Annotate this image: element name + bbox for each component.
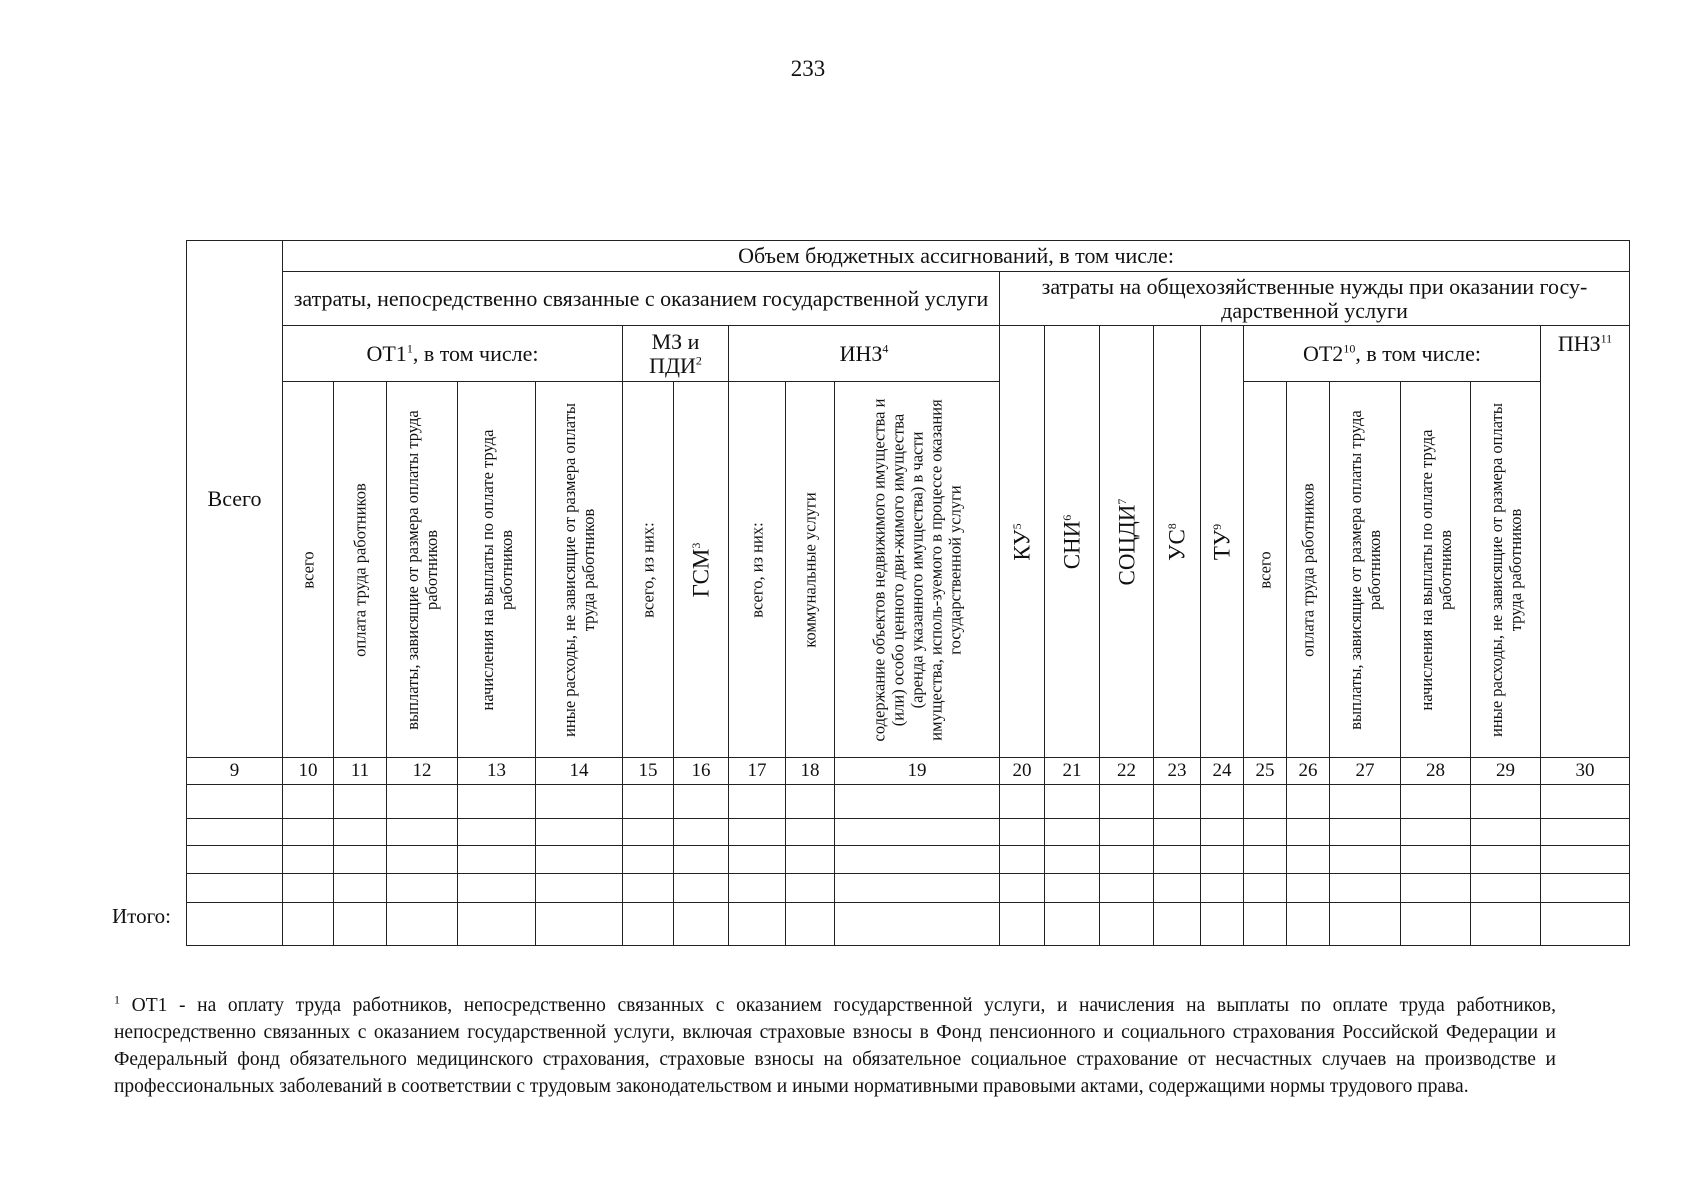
- table-cell: [785, 873, 835, 903]
- table-cell: [622, 818, 674, 846]
- colnum-29: 29: [1470, 757, 1541, 785]
- total-row-cell: [186, 902, 283, 946]
- table-cell: [999, 873, 1045, 903]
- table-cell: [1400, 784, 1471, 819]
- table-cell: [186, 873, 283, 903]
- table-cell: [535, 784, 623, 819]
- table-cell: [728, 873, 786, 903]
- table-cell: [834, 873, 1000, 903]
- table-cell: [333, 784, 387, 819]
- table-cell: [1400, 818, 1471, 846]
- colnum-19: 19: [834, 757, 1000, 785]
- budget-table: [186, 240, 1630, 946]
- header-ku: $КУ^5$: [999, 325, 1045, 758]
- colnum-26: 26: [1286, 757, 1330, 785]
- table-cell: [1200, 818, 1244, 846]
- colnum-10: 10: [282, 757, 334, 785]
- table-cell: [1243, 818, 1287, 846]
- colnum-17: 17: [728, 757, 786, 785]
- table-cell: [386, 873, 458, 903]
- table-cell: [622, 845, 674, 874]
- header-socdi: СОЦДИ$^7$: [1099, 325, 1154, 758]
- table-cell: [333, 873, 387, 903]
- table-cell: [1286, 873, 1330, 903]
- subheader-utilities: коммунальные услуги: [785, 381, 835, 758]
- table-cell: [728, 818, 786, 846]
- subheader-gsm: ГСМ$^3$: [673, 381, 729, 758]
- page-number: 233: [790, 56, 826, 81]
- table-cell: [1329, 818, 1401, 846]
- table-cell: [282, 784, 334, 819]
- table-cell: [535, 818, 623, 846]
- table-cell: [535, 845, 623, 874]
- header-mz-pdi: МЗ и ПДИ$^2$: [622, 325, 729, 382]
- total-row-cell: [1400, 902, 1471, 946]
- header-ot1: $ОТ1^1$, в том числе:: [282, 325, 623, 382]
- total-row-cell: [1243, 902, 1287, 946]
- table-cell: [1099, 818, 1154, 846]
- table-cell: [673, 784, 729, 819]
- colnum-23: 23: [1153, 757, 1201, 785]
- table-cell: [1470, 845, 1541, 874]
- table-cell: [333, 818, 387, 846]
- table-cell: [673, 845, 729, 874]
- table-cell: [1243, 845, 1287, 874]
- total-row-cell: [622, 902, 674, 946]
- footnote-text: ОТ1 - на оплату труда работников, непосредственно связанных с оказанием государственной услуги, и начисления на выплаты по оплате труда работников, непосредственно связанных с оказанием государственной услуги, включая страховые взносы в Фонд пенсионного и социального страхования Российской Федерации и Федеральный фонд обязательного медицинского страхования, страховые взносы на обязательное социальное страхование от несчастных случаев на производстве и профессиональных заболеваний в соответствии с трудовым законодательством и иными нормативными правовыми актами, содержащими нормы трудового права.: [114, 995, 1556, 1097]
- total-row-cell: [1200, 902, 1244, 946]
- table-cell: [1200, 784, 1244, 819]
- colnum-12: 12: [386, 757, 458, 785]
- table-cell: [457, 845, 536, 874]
- subheader-property-maintenance: содержание объектов недвижимого имущества и (или) особо ценного дви-жимого имущества (аренда указанного имущества) в части имущества, исполь-зуемого в процессе оказания государственной услуги: [834, 381, 1000, 758]
- table-cell: [1099, 845, 1154, 874]
- table-cell: [1153, 784, 1201, 819]
- subheader-inz-total: всего, из них:: [728, 381, 786, 758]
- table-cell: [622, 784, 674, 819]
- colnum-11: 11: [333, 757, 387, 785]
- colnum-16: 16: [673, 757, 729, 785]
- colnum-24: 24: [1200, 757, 1244, 785]
- table-cell: [386, 784, 458, 819]
- header-budget-total: Объем бюджетных ассигнований, в том числе:: [282, 240, 1630, 272]
- colnum-20: 20: [999, 757, 1045, 785]
- subheader-ot2-total: всего: [1243, 381, 1287, 758]
- table-cell: [1540, 818, 1630, 846]
- colnum-13: 13: [457, 757, 536, 785]
- header-us: $УС^8$: [1153, 325, 1201, 758]
- table-cell: [1540, 873, 1630, 903]
- header-sni: СНИ$^6$: [1044, 325, 1100, 758]
- table-cell: [622, 873, 674, 903]
- colnum-27: 27: [1329, 757, 1401, 785]
- header-inz: ИНЗ$^4$: [728, 325, 1000, 382]
- table-cell: [457, 818, 536, 846]
- total-row-cell: [1329, 902, 1401, 946]
- total-row-cell: [386, 902, 458, 946]
- table-cell: [1200, 845, 1244, 874]
- total-row-cell: [457, 902, 536, 946]
- total-row-cell: [535, 902, 623, 946]
- table-cell: [1044, 873, 1100, 903]
- header-general-costs: затраты на общехозяйственные нужды при оказании госу-дарственной услуги: [999, 271, 1630, 326]
- subheader-ot2-accruals: начисления на выплаты по оплате труда работников: [1400, 381, 1471, 758]
- table-cell: [834, 845, 1000, 874]
- table-cell: [186, 784, 283, 819]
- subheader-ot1-other: иные расходы, не зависящие от размера оплаты труда работников: [535, 381, 623, 758]
- table-cell: [673, 873, 729, 903]
- colnum-14: 14: [535, 757, 623, 785]
- table-cell: [1329, 873, 1401, 903]
- footnote-number: 1: [114, 992, 120, 1007]
- table-cell: [1329, 784, 1401, 819]
- colnum-28: 28: [1400, 757, 1471, 785]
- table-cell: [186, 845, 283, 874]
- table-cell: [1044, 818, 1100, 846]
- table-cell: [999, 818, 1045, 846]
- table-cell: [1044, 784, 1100, 819]
- subheader-mz-total: всего, из них:: [622, 381, 674, 758]
- table-cell: [1200, 873, 1244, 903]
- table-cell: [282, 873, 334, 903]
- subheader-ot2-payments: выплаты, зависящие от размера оплаты труда работников: [1329, 381, 1401, 758]
- table-cell: [282, 818, 334, 846]
- table-cell: [1099, 873, 1154, 903]
- table-cell: [1540, 784, 1630, 819]
- total-row-cell: [1540, 902, 1630, 946]
- table-cell: [785, 818, 835, 846]
- table-cell: [999, 845, 1045, 874]
- table-cell: [1243, 873, 1287, 903]
- table-cell: [1153, 818, 1201, 846]
- table-cell: [785, 845, 835, 874]
- table-cell: [1329, 845, 1401, 874]
- total-row-cell: [1044, 902, 1100, 946]
- subheader-ot1-accruals: начисления на выплаты по оплате труда работников: [457, 381, 536, 758]
- table-cell: [457, 873, 536, 903]
- total-row-cell: [728, 902, 786, 946]
- table-cell: [1470, 818, 1541, 846]
- header-tu: $ТУ^9$: [1200, 325, 1244, 758]
- table-cell: [1286, 784, 1330, 819]
- subheader-ot1-payments: выплаты, зависящие от размера оплаты труда работников: [386, 381, 458, 758]
- table-cell: [333, 845, 387, 874]
- table-cell: [1400, 873, 1471, 903]
- total-row-cell: [282, 902, 334, 946]
- header-vsego: Всего: [186, 240, 283, 758]
- subheader-ot1-pay: оплата труда работников: [333, 381, 387, 758]
- footnote: [114, 992, 1556, 1100]
- table-cell: [1400, 845, 1471, 874]
- header-pnz: ПНЗ$^{11}$: [1540, 325, 1630, 758]
- table-cell: [785, 784, 835, 819]
- total-row-cell: [1153, 902, 1201, 946]
- table-cell: [999, 784, 1045, 819]
- table-cell: [1286, 818, 1330, 846]
- colnum-21: 21: [1044, 757, 1100, 785]
- table-cell: [1470, 784, 1541, 819]
- table-cell: [834, 818, 1000, 846]
- table-cell: [1044, 845, 1100, 874]
- table-cell: [186, 818, 283, 846]
- subheader-ot2-pay: оплата труда работников: [1286, 381, 1330, 758]
- table-cell: [386, 845, 458, 874]
- header-ot2: $ОТ2^{10}$, в том числе:: [1243, 325, 1541, 382]
- table-cell: [1099, 784, 1154, 819]
- table-cell: [673, 818, 729, 846]
- colnum-15: 15: [622, 757, 674, 785]
- table-cell: [728, 784, 786, 819]
- subheader-ot2-other: иные расходы, не зависящие от размера оплаты труда работников: [1470, 381, 1541, 758]
- itogo-label: Итого:: [112, 904, 171, 928]
- subheader-ot1-total: всего: [282, 381, 334, 758]
- colnum-18: 18: [785, 757, 835, 785]
- total-row-cell: [1470, 902, 1541, 946]
- total-row-cell: [673, 902, 729, 946]
- table-cell: [282, 845, 334, 874]
- table-cell: [1286, 845, 1330, 874]
- table-cell: [1153, 845, 1201, 874]
- total-row-cell: [785, 902, 835, 946]
- table-cell: [1153, 873, 1201, 903]
- table-cell: [728, 845, 786, 874]
- total-row-cell: [1099, 902, 1154, 946]
- total-row-cell: [834, 902, 1000, 946]
- colnum-30: 30: [1540, 757, 1630, 785]
- table-cell: [1470, 873, 1541, 903]
- table-cell: [1540, 845, 1630, 874]
- table-cell: [1243, 784, 1287, 819]
- colnum-25: 25: [1243, 757, 1287, 785]
- total-row-cell: [333, 902, 387, 946]
- total-row-cell: [999, 902, 1045, 946]
- total-row-cell: [1286, 902, 1330, 946]
- table-cell: [834, 784, 1000, 819]
- colnum-22: 22: [1099, 757, 1154, 785]
- table-cell: [386, 818, 458, 846]
- colnum-9: 9: [186, 757, 283, 785]
- table-cell: [457, 784, 536, 819]
- table-cell: [535, 873, 623, 903]
- header-direct-costs: затраты, непосредственно связанные с оказанием государственной услуги: [282, 271, 1000, 326]
